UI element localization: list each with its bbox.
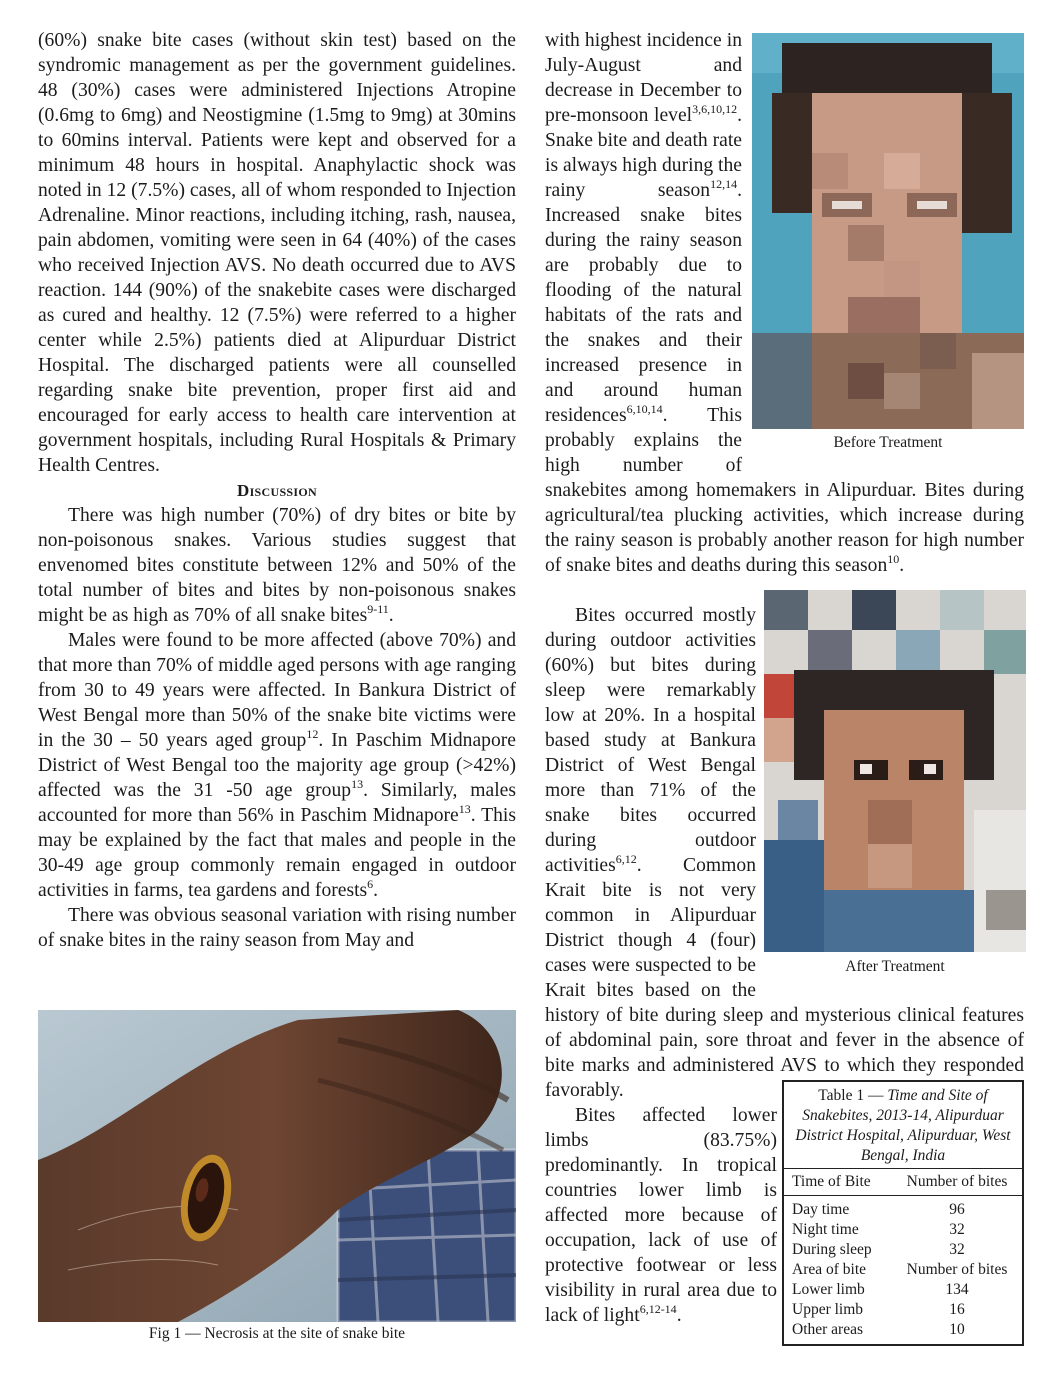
reference: 3,6,10,12	[692, 102, 738, 116]
figure-1-caption: Fig 1 — Necrosis at the site of snake bite	[148, 1325, 406, 1342]
table-row: Day time 96	[792, 1201, 965, 1218]
table-row: Other areas 10	[792, 1321, 965, 1338]
before-treatment-caption: Before Treatment	[833, 434, 943, 451]
right-column-block-3	[545, 1103, 777, 1328]
paragraph-demographics: Males were found to be more affected (above 70%) and that more than 70% of middle aged persons with age ranging from 30 to 49 years were affected. In Bankura District of West Bengal more than 50% of the snake bite victims were in the 30 – 50 years aged group$^{12}$. In Paschim Midnapore District of West Bengal too the majority age group (>42%) affected was the 31 -50 age group$^{13}$. Similarly, males accounted for more than 56% in Paschim Midnapore$^{13}$. This may be explained by the fact that males and people in the 30-49 age group commonly remain engaged in outdoor activities in farms, tea gardens and forests$^6$.	[38, 630, 516, 901]
reference: 13	[351, 777, 364, 791]
table-row: Area of bite Number of bites	[792, 1261, 1008, 1278]
paragraph-results: (60%) snake bite cases (without skin test) based on the syndromic management as per the government guidelines. 48 (30%) cases were administered Injections Atropine (0.6mg to 6mg) and Neostigmine (1.5mg to 9mg) at 30mins to 60mins interval. Patients were kept and observed for a minimum 48 hours in hospital. Anaphylactic shock was noted in 12 (7.5%) cases, all of whom responded to Injection Adrenaline. Minor reactions, including itching, rash, nausea, pain abdomen, vomiting were seen in 64 (40%) of the cases who received Injection AVS. No death occurred due to AVS reaction. 144 (90%) of the snakebite cases were discharged as cured and healthy. 12 (7.5%) were referred to a higher center while 2.5%) patients died at Alipurduar District Hospital. The discharged patients were all counselled regarding snake bite prevention, proper first aid and encouraged for early access to health care intervention at government hospitals, including Rural Hospitals & Primary Health Centres.	[38, 30, 516, 476]
before-treatment-photo	[752, 33, 1024, 429]
necrosis-photo	[38, 1010, 516, 1322]
reference: 9-11	[367, 602, 389, 616]
table-header-time: Time of Bite	[792, 1173, 871, 1190]
reference: 12,14	[710, 177, 738, 191]
paragraph-outdoor-activities: Bites occurred mostly during outdoor activities (60%) but bites during sleep were remarkably low at 20%. In a hospital based study at Bankura District of West Bengal more than 71% of the snake bites occurred during outdoor activities$^{6,12}$. Common Krait bite is not very common in Alipurduar District though 4 (four) cases were suspected to be Krait bites based on the history of bite during sleep and mysterious clinical features of abdominal pain, sore throat and fever in the absence of bite marks and administered AVS to which they responded favorably.	[545, 605, 1024, 1101]
table-header-row	[784, 1169, 1022, 1196]
reference: 13	[458, 802, 471, 816]
after-treatment-photo	[764, 590, 1026, 952]
table-row: Upper limb 16	[792, 1301, 965, 1318]
table-body	[784, 1200, 1022, 1340]
paragraph-seasonal-continued: with highest incidence in July-August and decrease in December to pre-monsoon level$^{3,6,10,12}$. Snake bite and death rate is always high during the rainy season$^{12,14}$. Increased snake bites during the rainy season are probably due to flooding of the natural habitats of the rats and the snakes and their increased presence in and around human residences$^{6,10,14}$. This probably explains the high number of snakebites among homemakers in Alipurduar. Bites during agricultural/tea plucking activities, which increase during the rainy season is probably another reason for high number of snake bites and deaths during this season$^{10}$.	[545, 30, 1024, 576]
table-title: Table 1 — Time and Site of Snakebites, 2013-14, Alipurduar District Hospital, Alipurduar, West Bengal, India	[784, 1082, 1022, 1169]
before-treatment-pixelated-face	[752, 33, 1024, 429]
reference: 10	[887, 552, 900, 566]
table-row: During sleep 32	[792, 1241, 965, 1258]
necrosis-photo-drawing	[38, 1010, 516, 1322]
table-row: Lower limb 134	[792, 1281, 969, 1298]
left-column	[38, 28, 516, 953]
after-treatment-caption: After Treatment	[845, 958, 945, 975]
reference: 6,10,14	[626, 402, 663, 416]
reference: 6,12-14	[639, 1302, 677, 1316]
table-header-count: Number of bites	[906, 1173, 1008, 1190]
table-1	[782, 1080, 1024, 1346]
paragraph-dry-bites: There was high number (70%) of dry bites or bite by non-poisonous snakes. Various studies suggest that envenomed bites constitute between 12% and 50% of the total number of bites and bites by non-poisonous snakes might be as high as 70% of all snake bites$^{9-11}$.	[38, 505, 516, 626]
table-row: Night time 32	[792, 1221, 965, 1238]
reference: 6	[367, 877, 374, 891]
paragraph-lower-limbs: Bites affected lower limbs (83.75%) predominantly. In tropical countries lower limb is affected more because of occupation, lack of use of protective footwear or less visibility in rural area due to lack of light$^{6,12-14}$.	[545, 1105, 777, 1326]
section-heading-discussion: Discussion	[237, 481, 317, 500]
reference: 6,12	[615, 852, 637, 866]
paragraph-seasonal: There was obvious seasonal variation with rising number of snake bites in the rainy season from May and	[38, 905, 516, 951]
after-treatment-pixelated-face	[764, 590, 1026, 952]
reference: 12	[306, 727, 319, 741]
